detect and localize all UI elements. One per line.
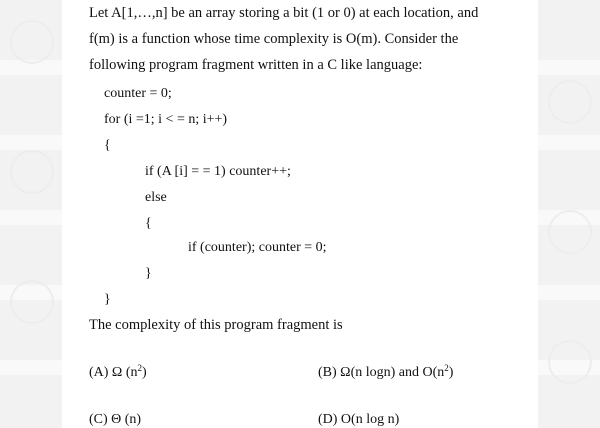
code-line: {	[104, 138, 111, 153]
code-line: {	[145, 216, 152, 231]
option-b-tail: )	[448, 365, 454, 380]
option-a-sup: 2	[137, 363, 143, 373]
option-a-label: (A) Ω (n	[89, 365, 138, 380]
option-d-label: (D) O(n log n)	[318, 412, 400, 427]
intro-line-2: f(m) is a function whose time complexity is O(m). Consider the	[89, 31, 459, 47]
code-line: for (i =1; i < = n; i++)	[104, 112, 228, 127]
code-line: }	[145, 266, 152, 281]
option-c[interactable]	[89, 412, 141, 428]
code-line: if (counter); counter = 0;	[188, 240, 327, 255]
option-d[interactable]	[318, 412, 399, 428]
intro-line-1: Let A[1,…,n] be an array storing a bit (1 or 0) at each location, and	[89, 5, 479, 21]
option-c-label: (C) Θ (n)	[89, 412, 142, 427]
intro-line-3: following program fragment written in a C like language:	[89, 57, 423, 73]
option-a-tail: )	[142, 365, 147, 380]
option-b[interactable]	[318, 365, 453, 381]
option-a[interactable]	[89, 365, 147, 381]
code-line: else	[145, 190, 167, 205]
code-line: if (A [i] = = 1) counter++;	[145, 164, 291, 179]
code-line: }	[104, 292, 111, 307]
question-prompt: The complexity of this program fragment is	[89, 317, 343, 333]
question-intro	[89, 0, 503, 78]
option-b-label: (B) Ω(n logn) and O(n	[318, 365, 445, 380]
option-b-sup: 2	[444, 363, 449, 373]
code-line: counter = 0;	[104, 86, 172, 101]
